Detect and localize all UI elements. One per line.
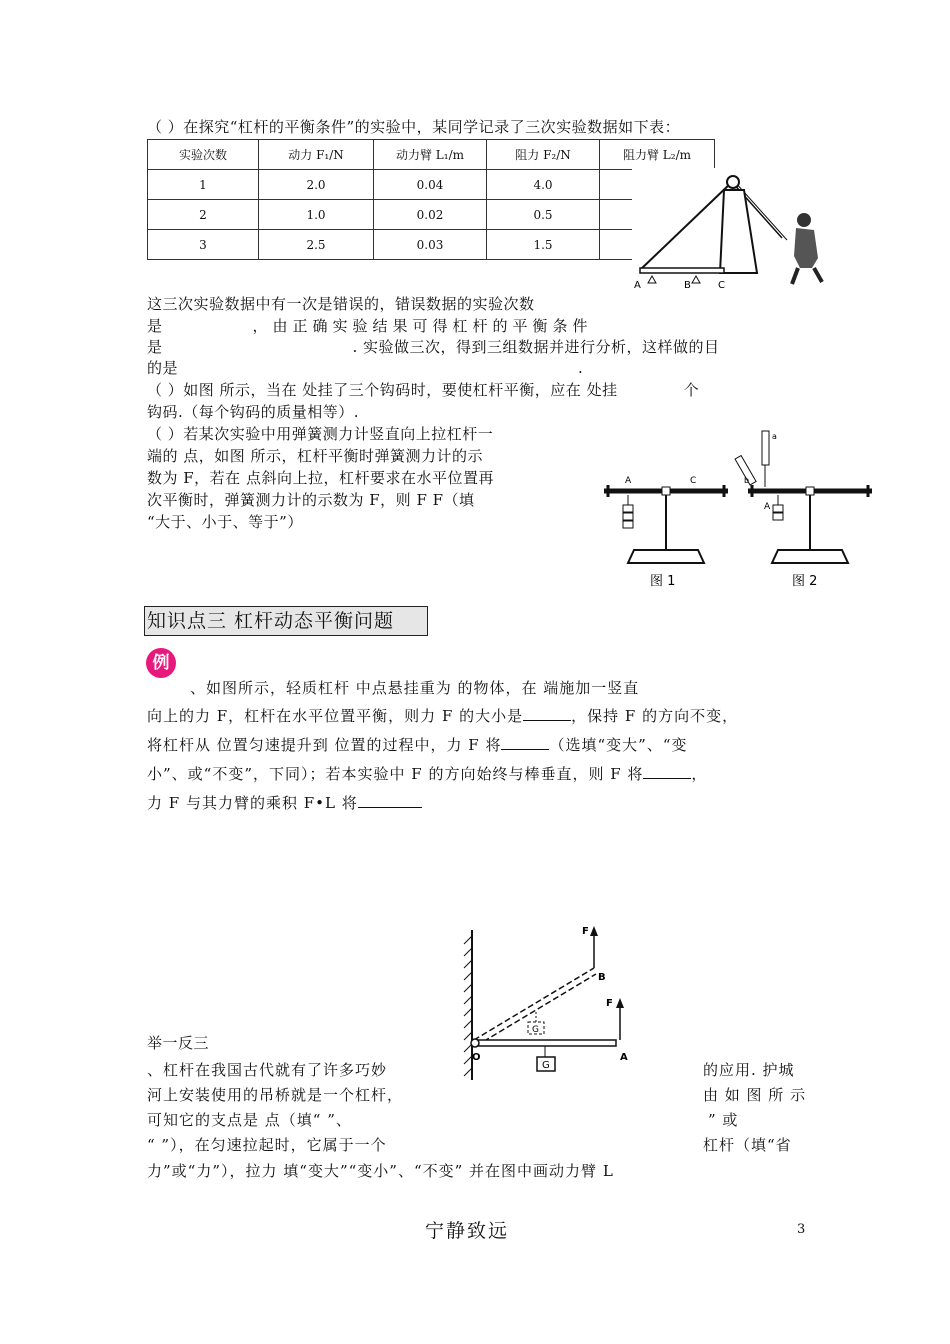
footer-motto: 宁静致远 [425,1220,510,1242]
table-header: 动力臂 L₁/m [374,140,487,170]
example-line [147,734,688,755]
answer-blank[interactable] [501,735,549,750]
crane-figure [632,168,832,290]
practice-line: 、杠杆在我国古代就有了许多巧妙 [147,1061,388,1079]
table-cell: 2 [148,200,259,230]
practice-line-right: 的应用. 护城 [703,1061,795,1079]
table-row [148,200,715,230]
text-fragment: （选填“变大”、“变 [549,736,688,754]
table-header: 动力 F₁/N [259,140,374,170]
table-header: 阻力臂 L₂/m [600,140,715,170]
example-line [147,792,422,813]
table-header: 阻力 F₂/N [487,140,600,170]
text-line [147,357,583,378]
drawbridge-label-g-bottom: G [542,1060,550,1071]
text-line [147,379,699,400]
practice-line: 力”或“力”），拉力 填“变大”“变小”、“不变” 并在图中画动力臂 L [147,1162,614,1180]
text-line [147,336,720,357]
table-header-row [148,140,715,170]
example-line [147,763,707,784]
text-line: “大于、小于、等于”） [147,513,303,531]
text-fragment: 个 [683,381,700,399]
table-cell: 3 [148,230,259,260]
table-cell: 2.0 [259,170,374,200]
table-cell: 1.5 [487,230,600,260]
section-title: 知识点三 杠杆动态平衡问题 [144,606,428,636]
text-line: 钩码.（每个钩码的质量相等）. [147,403,360,421]
text-fragment: 力 F 与其力臂的乘积 F•L 将 [147,794,358,812]
practice-line-right: ” 或 [708,1111,739,1129]
table-cell: 2.5 [259,230,374,260]
table-row [148,230,715,260]
table-cell: 0.03 [374,230,487,260]
table-cell: 0.02 [374,200,487,230]
text-line [147,315,593,336]
fig2-label-big-a: A [764,502,771,512]
table-header: 实验次数 [148,140,259,170]
example-line: 、如图所示，轻质杠杆 中点悬挂重为 的物体，在 端施加一竖直 [190,679,640,697]
practice-heading: 举一反三 [147,1034,210,1052]
text-fragment: ， [691,765,708,783]
text-fragment: 是 [147,338,163,356]
text-fragment: 小”、或“不变”，下同）；若本实验中 F 的方向始终与棒垂直，则 F 将 [147,765,644,783]
drawbridge-label-a: A [620,1052,628,1063]
table-row [148,170,715,200]
drawbridge-figure [460,920,650,1092]
answer-blank[interactable] [643,764,691,779]
page-number: 3 [797,1222,806,1237]
table-cell: 1.0 [259,200,374,230]
text-line: 端的 点，如图 所示，杠杆平衡时弹簧测力计的示 [147,447,484,465]
lever-figures [598,425,878,595]
table-cell: 4.0 [487,170,600,200]
fig1-caption: 图 1 [650,574,676,589]
answer-blank[interactable] [523,706,571,721]
drawbridge-label-f-right: F [606,998,613,1009]
drawbridge-label-g-top: G [532,1025,539,1035]
fig1-label-a: A [625,476,632,486]
text-fragment: 向上的力 F，杠杆在水平位置平衡，则力 F 的大小是 [147,707,524,725]
drawbridge-label-b: B [598,972,606,983]
text-fragment: ，由正确实验结果可得杠杆的平衡条件 [252,317,593,335]
crane-label-a: A [634,280,641,290]
text-line: 这三次实验数据中有一次是错误的，错误数据的实验次数 [147,295,535,313]
table-cell: 0.5 [487,200,600,230]
table-cell: 0.04 [374,170,487,200]
text-fragment: 将杠杆从 位置匀速提升到 位置的过程中，力 F 将 [147,736,502,754]
example-badge: 例 [146,648,176,678]
text-fragment: 是 [147,317,163,335]
crane-label-b: B [684,280,691,290]
practice-line: 河上安装使用的吊桥就是一个杠杆， [147,1086,404,1104]
text-line: 次平衡时，弹簧测力计的示数为 F，则 F F（填 [147,491,475,509]
text-fragment: （ ）如图 所示，当在 处挂了三个钩码时，要使杠杆平衡，应在 处挂 [147,381,618,399]
practice-line-right: 由 如 图 所 示 [703,1086,807,1104]
table-cell: 1 [148,170,259,200]
question-intro: （ ）在探究“杠杆的平衡条件”的实验中，某同学记录了三次实验数据如下表： [147,118,681,136]
fig2-caption: 图 2 [792,574,818,589]
drawbridge-label-f-top: F [582,926,589,937]
text-fragment: ，保持 F 的方向不变， [571,707,739,725]
figure-2 [735,431,872,589]
fig2-label-a: a [772,432,777,441]
text-fragment: 的是 [147,359,179,377]
figure-1 [604,476,728,589]
example-line [147,705,738,726]
crane-label-c: C [718,280,725,290]
drawbridge-label-o: O [472,1052,481,1063]
experiment-table [147,139,715,260]
answer-blank[interactable] [358,793,422,808]
fig1-label-c: C [690,476,697,486]
practice-line: 可知它的支点是 点（填“ ”、 [147,1111,352,1129]
text-line: 数为 F，若在 点斜向上拉，杠杆要求在水平位置再 [147,469,494,487]
text-line: （ ）若某次实验中用弹簧测力计竖直向上拉杠杆一 [147,425,494,443]
practice-line-right: 杠杆（填“省 [703,1136,792,1154]
text-fragment: . 实验做三次，得到三组数据并进行分析，这样做的目 [352,338,720,356]
practice-line: “ ”），在匀速拉起时，它属于一个 [147,1136,387,1154]
text-fragment: . [578,359,584,377]
fig2-label-b: b [744,476,750,485]
